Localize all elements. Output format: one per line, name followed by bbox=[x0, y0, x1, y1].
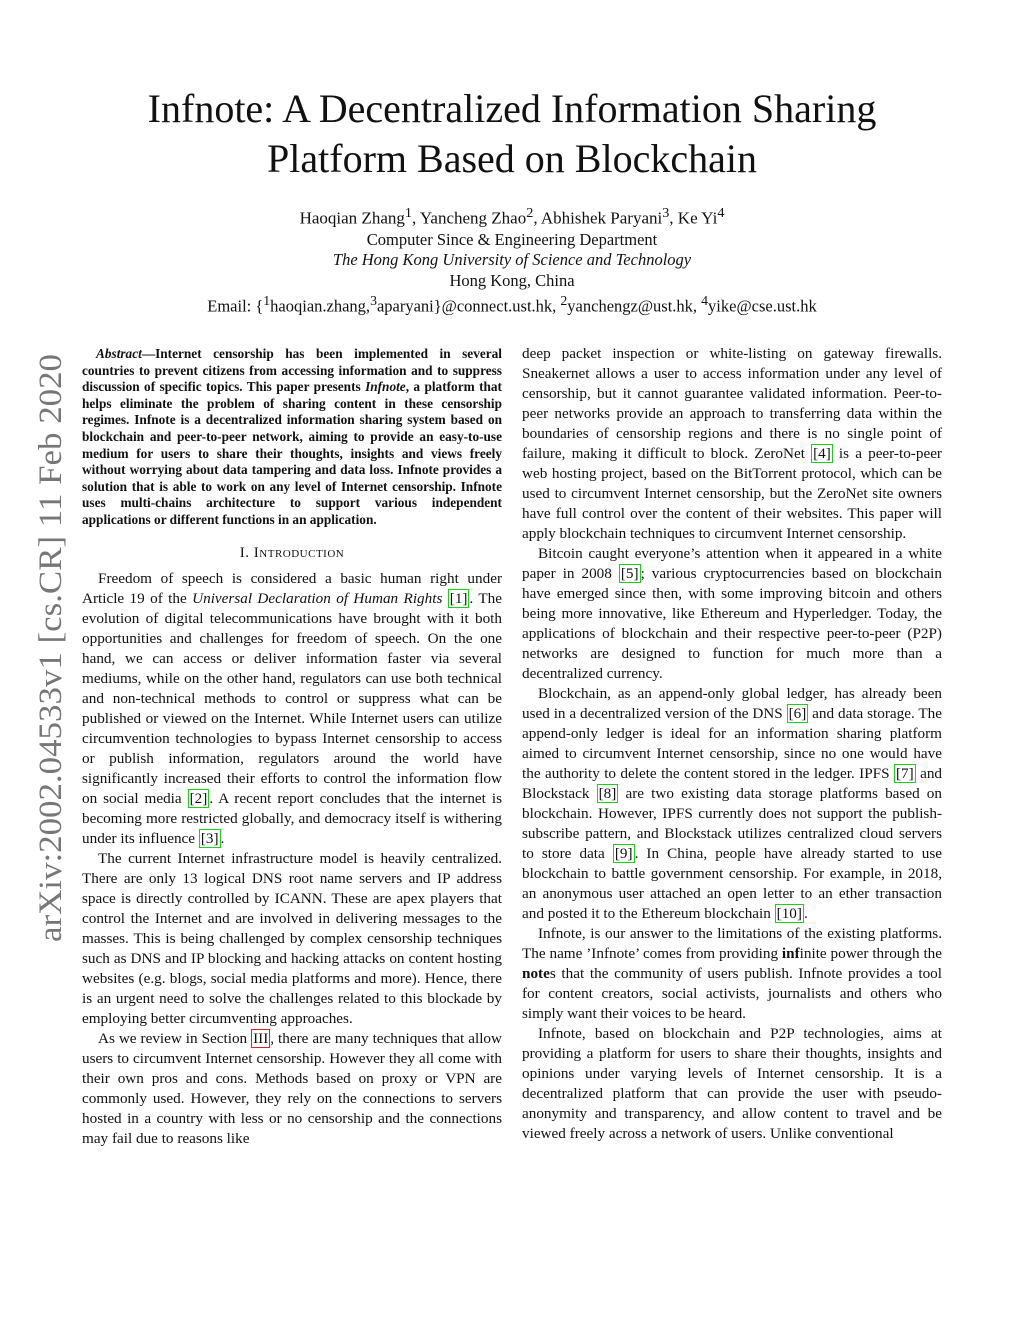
text-span: . bbox=[803, 905, 808, 922]
abstract-infnote: Infnote bbox=[365, 379, 406, 395]
text-span: . The evolution of digital telecommunications have brought with it both opportunities and challenges for freedom of speech. On the one hand, we can access or deliver information faster via several mediums, while on the other hand, regulators can use both technical and non-technical methods to control or suppress what can be published or viewed on the Internet. While Internet users can utilize circumvention technologies to bypass Internet censorship to access or publish information, regulators around the world have significantly increased their efforts to control the information flow on social media bbox=[82, 589, 503, 807]
citation-5[interactable]: [5] bbox=[620, 565, 639, 582]
title-line-1: Infnote: A Decentralized Information Sharing bbox=[147, 86, 877, 131]
arxiv-stamp-svg bbox=[30, 352, 70, 944]
email-3: yanchengz@ust.hk, bbox=[567, 296, 702, 316]
arxiv-stamp bbox=[30, 352, 70, 944]
section-number: I. bbox=[239, 544, 254, 561]
section-title: Introduction bbox=[253, 544, 345, 561]
intro-paragraph-4 bbox=[522, 544, 942, 684]
citation-10[interactable]: [10] bbox=[776, 905, 802, 922]
citation-1[interactable]: [1] bbox=[449, 589, 468, 607]
email-sup-1: 1 bbox=[263, 293, 271, 309]
author-4: Ke Yi bbox=[677, 208, 718, 228]
author-names: Haoqian Zhang$^1$, Yancheng Zhao$^2$, Abhishek Paryani$^3$, Ke Yi$^4$ bbox=[299, 205, 725, 228]
text-span: Freedom of speech is considered a basic human right under Article 19 of the bbox=[82, 569, 502, 607]
citation-2[interactable]: [2] bbox=[189, 789, 208, 807]
intro-paragraph-1 bbox=[82, 569, 502, 849]
section-heading-introduction bbox=[82, 543, 502, 563]
email-line bbox=[80, 291, 944, 317]
section-ref-3[interactable]: III bbox=[253, 1029, 269, 1047]
text-span: Bitcoin caught everyone’s attention when it appeared in a white paper in 2008 bbox=[522, 545, 942, 582]
intro-paragraph-3-cont bbox=[522, 344, 942, 544]
email-2: aparyani}@connect.ust.hk, bbox=[376, 296, 561, 316]
text-span: , there are many techniques that allow users to circumvent Internet censorship. However they all come with their own pros and cons. Methods based on proxy or VPN are commonly used. However, they rely on the connections to servers hosted in a country with less or no censorship and the connections may fail due to reasons like bbox=[82, 1029, 502, 1147]
text-span: and data storage. The append-only ledger is ideal for an information sharing platform aimed to circumvent Internet censorship, since no one would have the authority to delete the content stored in the ledger. IPFS bbox=[522, 705, 943, 782]
author-3-sup: 3 bbox=[662, 205, 670, 221]
email-1: haoqian.zhang, bbox=[270, 296, 371, 316]
author-block bbox=[80, 202, 944, 317]
email-sup-4: 4 bbox=[701, 293, 709, 309]
author-4-sup: 4 bbox=[717, 205, 725, 221]
text-span: . In China, people have already started to use blockchain to battle government censorship. For example, in 2018, an anonymous user attached an open letter to an ether transaction and posted it to the Ethereum blockchain bbox=[522, 845, 943, 922]
bold-note: note bbox=[522, 965, 550, 982]
text-span: deep packet inspection or white-listing on gateway firewalls. Sneakernet allows a user to access information under any level of censorship, but it cannot guarantee validated information. Peer-to-peer networks provide an approach to transferring data within the boundaries of censorship regions and there is no single point of failure, making it difficult to block. ZeroNet bbox=[522, 345, 942, 462]
author-2: Yancheng Zhao bbox=[419, 208, 527, 228]
intro-paragraph-2: The current Internet infrastructure model is heavily centralized. There are only 13 logical DNS root name servers and IP address space is directly controlled by ICANN. These are apex players that control the Internet and are involved in delivering messages to the masses. This is being challenged by complex censorship techniques such as DNS and IP blocking and hacking attacks on content hosting websites (e.g. blogs, social media platforms and more). Hence, there is an urgent need to solve the challenges related to this blockade by employing better circumventing approaches. bbox=[82, 849, 502, 1027]
text-span: Infnote, is our answer to the limitations of the existing platforms. The name ’Infnote’ comes from providing bbox=[522, 925, 942, 962]
text-span: . A recent report concludes that the internet is becoming more restricted globally, and democracy itself is withering under its influence bbox=[82, 789, 502, 847]
intro-paragraph-6 bbox=[522, 924, 942, 1024]
citation-9[interactable]: [9] bbox=[614, 845, 633, 862]
department: Computer Since & Engineering Department bbox=[366, 229, 658, 249]
text-span: ; various cryptocurrencies based on blockchain have emerged since then, with some improving bitcoin and others being more innovative, like Ethereum and Hyperledger. Today, the applications of blockchain and their respective peer-to-peer (P2P) networks are designed to function for much more than a decentralized currency. bbox=[522, 565, 942, 682]
text-span bbox=[442, 590, 447, 607]
text-span: and Blockstack bbox=[522, 765, 943, 802]
abstract-text-2: , a platform that helps eliminate the problem of sharing content in these censorship regimes. Infnote is a decentralized information sharing system based on blockchain and peer-to-peer network, aiming to provide an easy-to-use medium for users to share their thoughts, insights and views freely without worrying about data tampering and data loss. Infnote provides a solution that is able to work on any level of Internet censorship. Infnote uses multi-chains architecture to support various independent applications or different functions in an application. bbox=[82, 379, 502, 527]
paper-title bbox=[80, 84, 944, 184]
citation-8[interactable]: [8] bbox=[598, 785, 617, 802]
text-span: inite power through the bbox=[799, 945, 942, 962]
text-span: . bbox=[220, 829, 225, 847]
title-line-2: Platform Based on Blockchain bbox=[267, 136, 757, 181]
left-column bbox=[82, 344, 502, 1149]
email-sup-2: 2 bbox=[560, 293, 568, 309]
citation-3[interactable]: [3] bbox=[200, 829, 219, 847]
abstract-label: Abstract bbox=[96, 346, 142, 361]
text-span: Blockchain, as an append-only global ledger, has already been used in a decentralized version of the DNS bbox=[522, 685, 942, 722]
citation-7[interactable]: [7] bbox=[895, 765, 914, 782]
email-4: yike@cse.ust.hk bbox=[708, 296, 817, 316]
intro-paragraph-5 bbox=[522, 684, 942, 924]
location: Hong Kong, China bbox=[449, 270, 575, 290]
abstract bbox=[82, 346, 502, 529]
email-sup-3: 3 bbox=[370, 293, 377, 309]
intro-paragraph-3 bbox=[82, 1029, 502, 1149]
text-span: As we review in Section bbox=[98, 1029, 252, 1047]
author-1-sup: 1 bbox=[404, 205, 412, 221]
citation-6[interactable]: [6] bbox=[788, 705, 807, 722]
email-prefix: Email: { bbox=[207, 296, 264, 316]
right-column bbox=[522, 344, 942, 1144]
udhr-title: Universal Declaration of Human Rights bbox=[192, 589, 443, 607]
abstract-text-1: —Internet censorship has been implemented in several countries to prevent citizens from accessing information and to suppress discussion of specific topics. This paper presents bbox=[82, 346, 502, 395]
author-3: Abhishek Paryani bbox=[540, 208, 663, 228]
intro-paragraph-7: Infnote, based on blockchain and P2P technologies, aims at providing a platform for users to share their thoughts, insights and opinions under varying levels of Internet censorship. It is a decentralized platform that can provide the user with pseudo-anonymity and transparency, and allow content to travel and be viewed freely across a network of users. Unlike conventional bbox=[522, 1025, 942, 1142]
author-1: Haoqian Zhang bbox=[299, 208, 405, 228]
text-span: s that the community of users publish. Infnote provides a tool for content creators, social activists, journalists and others who simply want their voices to be heard. bbox=[522, 965, 942, 1022]
citation-4[interactable]: [4] bbox=[813, 445, 831, 462]
text-span: are two existing data storage platforms based on blockchain. However, IPFS currently does not support the publish-subscribe pattern, and Blockstack utilizes centralized cloud servers to store data bbox=[522, 785, 942, 862]
text-span: is a peer-to-peer web hosting project, based on the BitTorrent protocol, which can be used to circumvent Internet censorship, but the ZeroNet site owners have full control over the content of their websites. This paper will apply blockchain techniques to circumvent Internet censorship. bbox=[522, 445, 942, 542]
bold-inf: inf bbox=[781, 945, 800, 962]
arxiv-stamp-text: arXiv:2002.04533v1 [cs.CR] 11 Feb 2020 bbox=[33, 394, 69, 942]
university: The Hong Kong University of Science and Technology bbox=[332, 250, 692, 270]
author-2-sup: 2 bbox=[526, 205, 534, 221]
